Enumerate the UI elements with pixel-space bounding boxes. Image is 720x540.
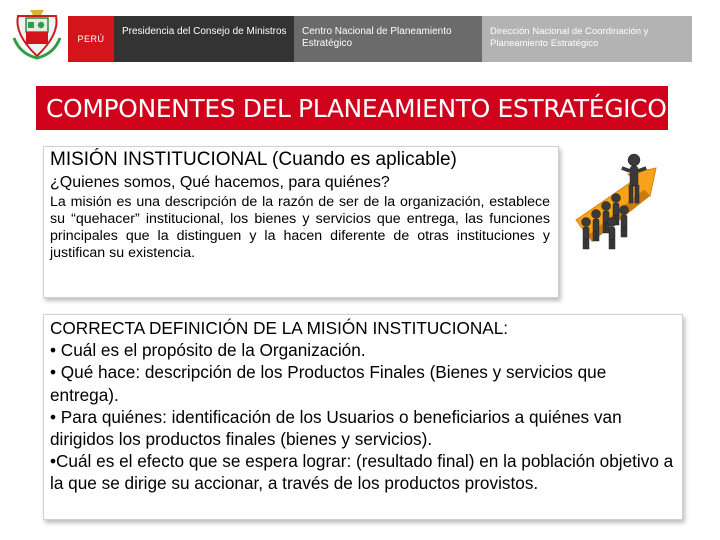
mision-heading: MISIÓN INSTITUCIONAL (Cuando es aplicable) [50, 149, 457, 170]
mision-box [43, 146, 559, 298]
mision-description: La misión es una descripción de la razón de ser de la organización, establece su “quehacer” institucional, los bienes y servicios que entrega, las funciones principales que la distinguen y la hacen diferente de otras instituciones y justifican su existencia. [50, 194, 550, 261]
peru-label: PERÚ [68, 16, 114, 62]
correcta-definicion-box [43, 314, 683, 520]
list-item: • Qué hace: descripción de los Productos Finales (Bienes y servicios que entrega). [50, 362, 607, 405]
entity-ceplan: Centro Nacional de Planeamiento Estratégico [294, 16, 482, 62]
slide-title: COMPONENTES DEL PLANEAMIENTO ESTRATÉGICO [46, 94, 667, 123]
entity-dncpe: Dirección Nacional de Coordinación y Planeamiento Estratégico [482, 16, 692, 62]
peru-crest-logo [10, 8, 64, 60]
mision-question: ¿Quienes somos, Qué hacemos, para quiénes? [50, 174, 390, 191]
entity-pcm: Presidencia del Consejo de Ministros [114, 16, 294, 62]
slide-title-bar [36, 86, 668, 130]
list-item: • Para quiénes: identificación de los Usuarios o beneficiarios a quiénes van dirigidos los productos finales (bienes y servicios). [50, 406, 622, 450]
list-item: •Cuál es el efecto que se espera lograr: (resultado final) en la población objetivo a la que se dirige su accionar, a través de los productos provistos. [50, 451, 674, 494]
list-item: • Cuál es el propósito de la Organización. [50, 340, 366, 361]
leader-figures-arrow-icon [572, 152, 676, 260]
header-bar [0, 0, 720, 64]
correcta-heading: CORRECTA DEFINICIÓN DE LA MISIÓN INSTITUCIONAL: [50, 318, 509, 338]
